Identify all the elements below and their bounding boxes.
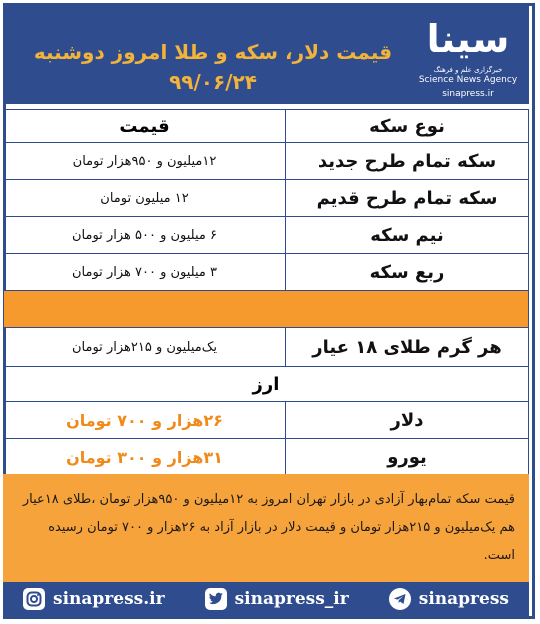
instagram-handle: sinapress.ir	[53, 589, 165, 609]
gold-price: یک‌میلیون و ۲۱۵هزار تومان	[4, 328, 286, 367]
instagram-icon	[23, 588, 45, 610]
coin-name: سکه تمام طرح قدیم	[286, 180, 529, 217]
coin-name: سکه تمام طرح جدید	[286, 143, 529, 180]
footer-bar	[3, 582, 529, 616]
price-table	[3, 109, 529, 476]
telegram-handle: sinapress	[418, 589, 509, 609]
logo-english: Science News Agency	[418, 75, 518, 85]
twitter-handle: sinapress_ir	[234, 589, 349, 609]
coin-name: ربع سکه	[286, 254, 529, 291]
currency-name: یورو	[286, 439, 529, 476]
currency-price: ۳۱هزار و ۳۰۰ تومان	[4, 439, 286, 476]
logo-word: سینا	[426, 16, 510, 61]
header-banner	[3, 3, 529, 104]
currency-label: ارز	[4, 367, 529, 402]
col-header-type: نوع سکه	[286, 110, 529, 143]
coin-price: ۳ میلیون و ۷۰۰ هزار تومان	[4, 254, 286, 291]
table-row	[4, 180, 529, 217]
summary-text: قیمت سکه تمام‌بهار آزادی در بازار تهران امروز به ۱۲میلیون و ۹۵۰هزار تومان ،طلای ۱۸عیار هم یک‌میلیون و ۲۱۵هزار تومان و قیمت دلار در بازار آزاد به ۲۶هزار و ۷۰۰ تومان رسیده است.	[3, 474, 529, 582]
logo-site: sinapress.ir	[442, 89, 494, 99]
table-row	[4, 143, 529, 180]
table-header-row	[4, 110, 529, 143]
logo-subtitle: خبرگزاری علم و فرهنگ	[433, 66, 503, 74]
page-title: قیمت دلار، سکه و طلا امروز دوشنبه ۹۹/۰۶/۲۴	[33, 40, 393, 94]
twitter-link[interactable]	[205, 588, 349, 610]
table-row	[4, 439, 529, 476]
table-row	[4, 402, 529, 439]
coin-name: نیم سکه	[286, 217, 529, 254]
orange-divider	[4, 291, 529, 328]
logo-mark	[425, 13, 511, 64]
telegram-link[interactable]	[389, 588, 509, 610]
instagram-link[interactable]	[23, 588, 165, 610]
separator-row	[4, 291, 529, 328]
table-row	[4, 217, 529, 254]
coin-price: ۱۲ میلیون تومان	[4, 180, 286, 217]
coin-price: ۱۲میلیون و ۹۵۰هزار تومان	[4, 143, 286, 180]
telegram-icon	[389, 588, 411, 610]
sina-logo	[418, 13, 518, 99]
table-row	[4, 254, 529, 291]
twitter-icon	[205, 588, 227, 610]
currency-section-header	[4, 367, 529, 402]
gold-row	[4, 328, 529, 367]
coin-price: ۶ میلیون و ۵۰۰ هزار تومان	[4, 217, 286, 254]
currency-price: ۲۶هزار و ۷۰۰ تومان	[4, 402, 286, 439]
currency-name: دلار	[286, 402, 529, 439]
gold-name: هر گرم طلای ۱۸ عیار	[286, 328, 529, 367]
col-header-price: قیمت	[4, 110, 286, 143]
